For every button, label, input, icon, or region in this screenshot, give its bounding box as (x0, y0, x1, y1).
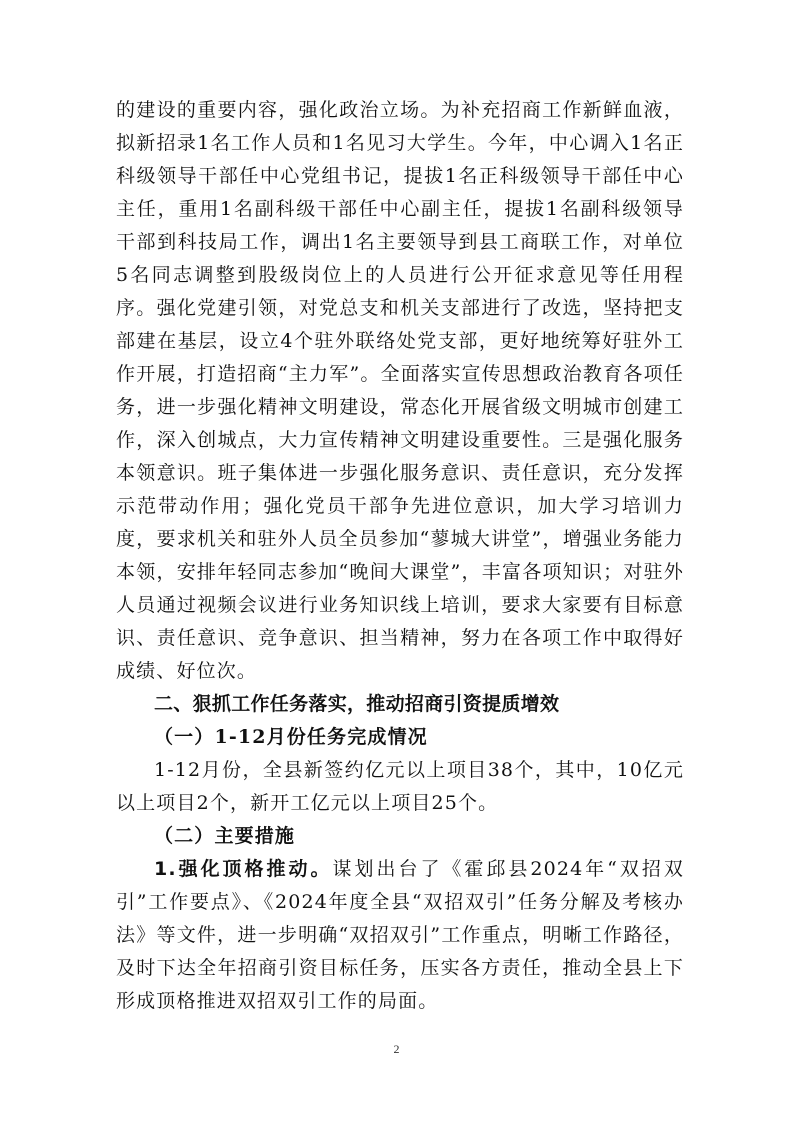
measure-1-paragraph (116, 853, 684, 1018)
subsection-heading-1: （一）1-12月份任务完成情况 (154, 726, 428, 748)
document-body (116, 94, 684, 1018)
measure-1-text: 谋划出台了《霍邱县2024年“双招双引”工作要点》、《2024年度全县“双招双引”任务分解及考核办法》等文件，进一步明确“双招双引”工作重点，明晰工作路径，及时下达全年招商引资目标任务，压实各方责任，推动全县上下形成顶格推进双招双引工作的局面。 (116, 858, 684, 1012)
section-heading: 二、狠抓工作任务落实，推动招商引资提质增效 (154, 693, 560, 715)
subsection-heading-2: （二）主要措施 (154, 825, 296, 847)
page-number: 2 (393, 1042, 400, 1056)
paragraph-continuation: 的建设的重要内容，强化政治立场。为补充招商工作新鲜血液，拟新招录1名工作人员和1名见习大学生。今年，中心调入1名正科级领导干部任中心党组书记，提拔1名正科级领导干部任中心主任，重用1名副科级干部任中心副主任，提拔1名副科级领导干部到科技局工作，调出1名主要领导到县工商联工作，对单位5名同志调整到股级岗位上的人员进行公开征求意见等任用程序。强化党建引领，对党总支和机关支部进行了改选，坚持把支部建在基层，设立4个驻外联络处党支部，更好地统筹好驻外工作开展，打造招商“主力军”。全面落实宣传思想政治教育各项任务，进一步强化精神文明建设，常态化开展省级文明城市创建工作，深入创城点，大力宣传精神文明建设重要性。三是强化服务本领意识。班子集体进一步强化服务意识、责任意识，充分发挥示范带动作用；强化党员干部争先进位意识，加大学习培训力度，要求机关和驻外人员全员参加“蓼城大讲堂”，增强业务能力本领，安排年轻同志参加“晚间大课堂”，丰富各项知识；对驻外人员通过视频会议进行业务知识线上培训，要求大家要有目标意识、责任意识、竞争意识、担当精神，努力在各项工作中取得好成绩、好位次。 (116, 99, 684, 682)
subsection-1-text: 1-12月份，全县新签约亿元以上项目38个，其中，10亿元以上项目2个，新开工亿元以上项目25个。 (116, 759, 684, 814)
measure-1-lead: 1.强化顶格推动。 (154, 858, 333, 880)
